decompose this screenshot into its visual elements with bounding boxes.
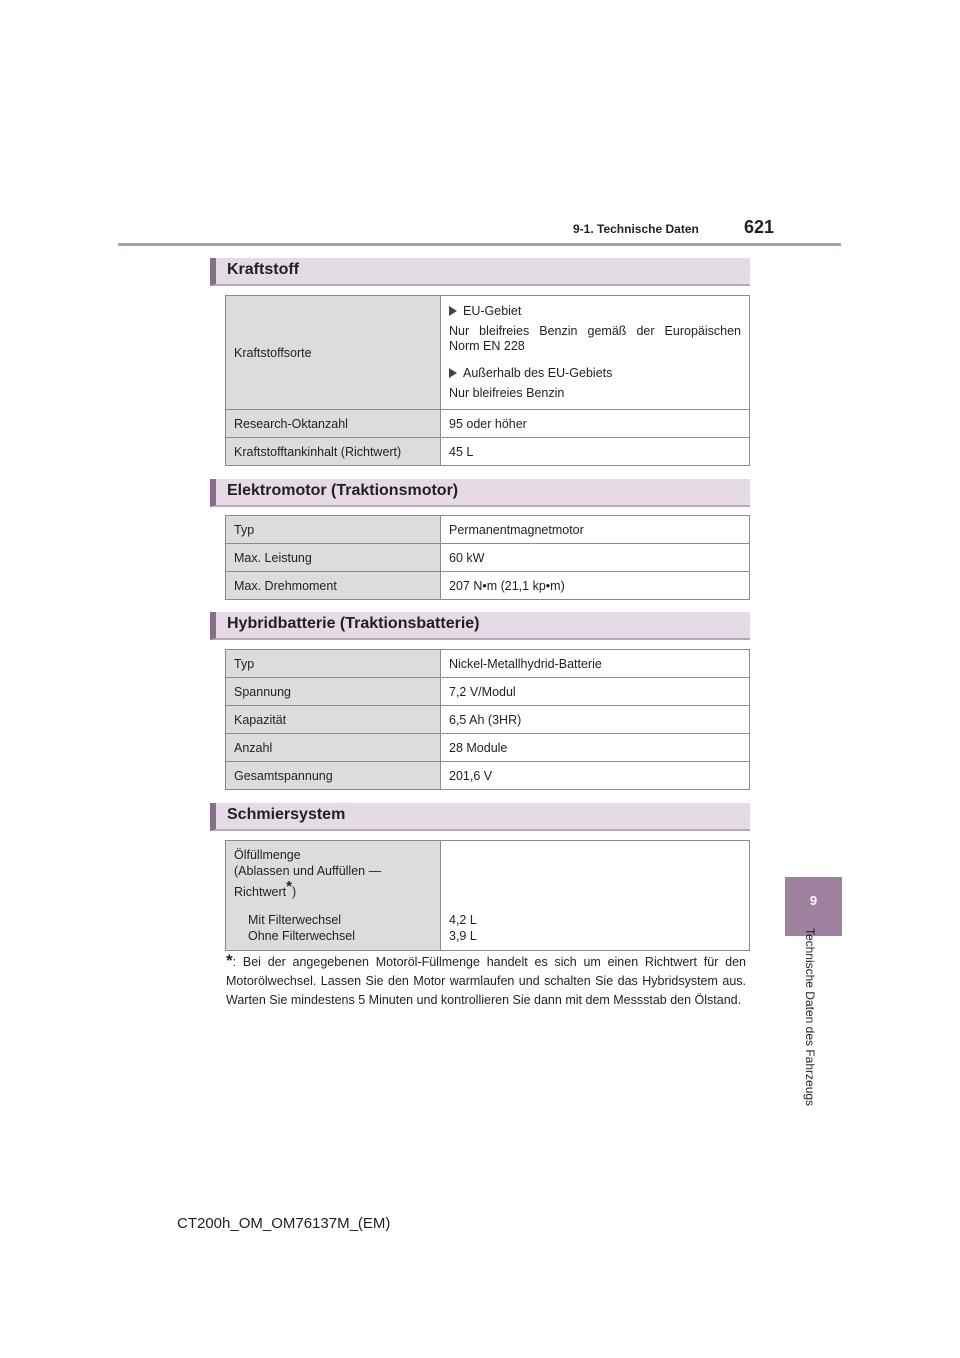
row-value: Nickel-Metallhydrid-Batterie xyxy=(441,650,750,678)
table-row xyxy=(226,296,750,410)
page-number: 621 xyxy=(744,217,775,237)
oil-capacity-value xyxy=(441,841,750,951)
row-label: Max. Drehmoment xyxy=(226,572,441,600)
oil-capacity-paren: ) xyxy=(291,885,297,900)
table-row xyxy=(226,516,750,544)
section-title-motor: Elektromotor (Traktionsmotor) xyxy=(227,482,459,499)
without-filter-label: Ohne Filterwechsel xyxy=(248,929,355,944)
triangle-bullet-icon xyxy=(449,368,457,378)
table-row xyxy=(226,841,750,951)
section-title-battery: Hybridbatterie (Traktionsbatterie) xyxy=(227,615,480,632)
document-code: CT200h_OM_OM76137M_(EM) xyxy=(177,1215,391,1232)
section-header-motor xyxy=(210,479,750,507)
footnote-star: * xyxy=(286,878,292,895)
row-label: Typ xyxy=(226,650,441,678)
header-section-title: 9-1. Technische Daten xyxy=(573,222,699,236)
non-eu-text: Nur bleifreies Benzin xyxy=(449,386,565,400)
without-filter-value: 3,9 L xyxy=(449,929,477,943)
eu-heading xyxy=(449,304,741,318)
oil-capacity-title: Ölfüllmenge xyxy=(234,848,301,862)
row-label: Kraftstofftankinhalt (Richtwert) xyxy=(226,438,441,466)
row-value: 7,2 V/Modul xyxy=(441,678,750,706)
table-row xyxy=(226,650,750,678)
footnote-text: : Bei der angegebenen Motoröl-Füllmenge handelt es sich um einen Richtwert für den Motorölwechsel. Lassen Sie den Motor warmlaufen und schalten Sie das Hybridsystem aus. Warten Sie mindestens 5 Minuten und kontrollieren Sie dann mit dem Messstab den Ölstand. xyxy=(226,955,746,1007)
row-label: Max. Leistung xyxy=(226,544,441,572)
row-value: Permanentmagnetmotor xyxy=(441,516,750,544)
oil-capacity-subtitle: (Ablassen und Auffüllen — xyxy=(234,864,382,878)
row-label: Spannung xyxy=(226,678,441,706)
section-header-battery xyxy=(210,612,750,640)
triangle-bullet-icon xyxy=(449,306,457,316)
row-label: Gesamtspannung xyxy=(226,762,441,790)
battery-table xyxy=(225,649,750,790)
chapter-number: 9 xyxy=(809,893,818,908)
table-row xyxy=(226,762,750,790)
non-eu-heading-text: Außerhalb des EU-Gebiets xyxy=(463,366,613,380)
oil-capacity-subtitle-end xyxy=(234,879,432,900)
row-value: 60 kW xyxy=(441,544,750,572)
motor-table xyxy=(225,515,750,600)
oil-capacity-richtwert: Richtwert xyxy=(234,885,287,900)
fuel-type-value xyxy=(441,296,750,410)
table-row xyxy=(226,544,750,572)
eu-heading-text: EU-Gebiet xyxy=(463,304,522,318)
row-label: Typ xyxy=(226,516,441,544)
row-value: 207 N•m (21,1 kp•m) xyxy=(441,572,750,600)
eu-text: Nur bleifreies Benzin gemäß der Europäischen Norm EN 228 xyxy=(449,324,741,353)
lubrication-table xyxy=(225,840,750,951)
row-value: 6,5 Ah (3HR) xyxy=(441,706,750,734)
footnote xyxy=(226,951,746,1010)
table-row xyxy=(226,410,750,438)
row-label: Research-Oktanzahl xyxy=(226,410,441,438)
section-header-fuel xyxy=(210,258,750,286)
fuel-type-label: Kraftstoffsorte xyxy=(226,296,441,410)
row-value: 45 L xyxy=(441,438,750,466)
footnote-marker: * xyxy=(226,951,233,970)
section-header-lubrication xyxy=(210,803,750,831)
row-label: Kapazität xyxy=(226,706,441,734)
table-row xyxy=(226,706,750,734)
table-row xyxy=(226,678,750,706)
row-label: Anzahl xyxy=(226,734,441,762)
table-row xyxy=(226,734,750,762)
fuel-table xyxy=(225,295,750,466)
section-title-fuel: Kraftstoff xyxy=(227,261,299,278)
with-filter-label: Mit Filterwechsel xyxy=(248,913,342,928)
table-row xyxy=(226,438,750,466)
with-filter-value: 4,2 L xyxy=(449,913,477,927)
header-divider xyxy=(118,243,841,246)
non-eu-heading xyxy=(449,366,741,380)
row-value: 28 Module xyxy=(441,734,750,762)
row-value: 95 oder höher xyxy=(441,410,750,438)
table-row xyxy=(226,572,750,600)
row-value: 201,6 V xyxy=(441,762,750,790)
section-title-lubrication: Schmiersystem xyxy=(227,806,346,823)
oil-capacity-label xyxy=(226,841,441,951)
chapter-label: Technische Daten des Fahrzeugs xyxy=(803,927,817,1107)
